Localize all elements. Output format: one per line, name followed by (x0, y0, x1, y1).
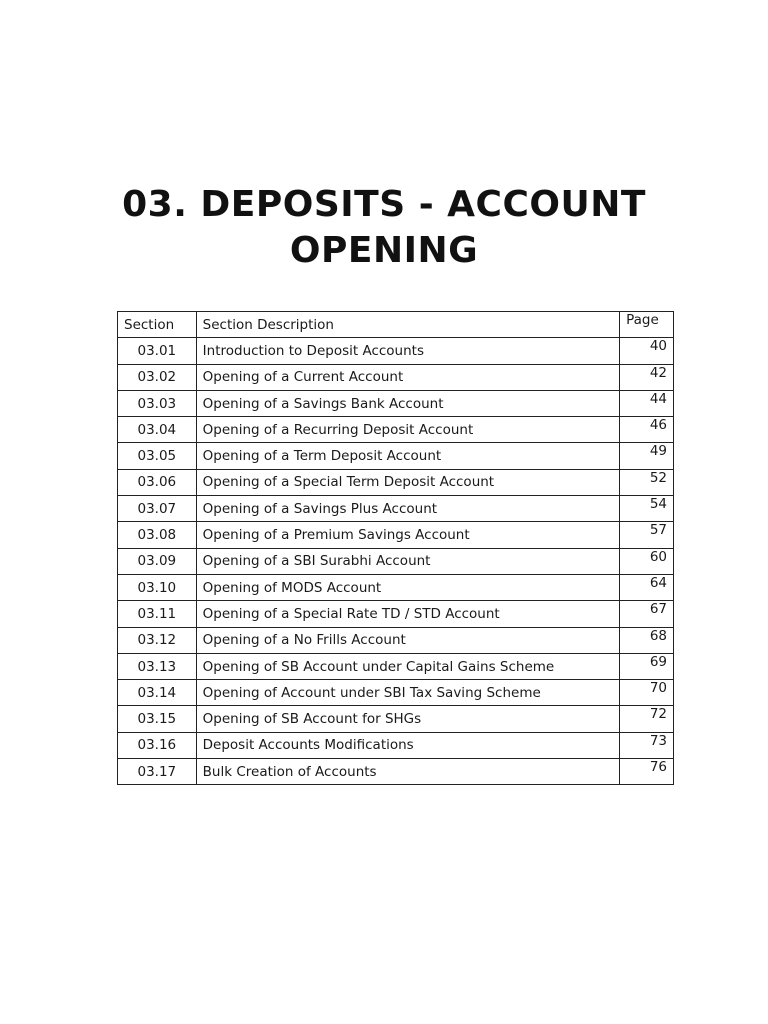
table-row (118, 469, 674, 495)
section-number: 03.07 (118, 496, 197, 522)
section-description: Opening of Account under SBI Tax Saving Scheme (196, 680, 619, 706)
table-header-row (118, 312, 674, 338)
page-number: 73 (620, 732, 674, 758)
table-row (118, 680, 674, 706)
page-number: 70 (620, 680, 674, 706)
section-description: Opening of MODS Account (196, 574, 619, 600)
table-row (118, 601, 674, 627)
page-number: 76 (620, 759, 674, 785)
section-description: Opening of a Savings Bank Account (196, 390, 619, 416)
page-number: 49 (620, 443, 674, 469)
section-description: Opening of a Savings Plus Account (196, 496, 619, 522)
section-description: Opening of a SBI Surabhi Account (196, 548, 619, 574)
section-number: 03.04 (118, 417, 197, 443)
table-row (118, 732, 674, 758)
section-description: Opening of a Special Term Deposit Account (196, 469, 619, 495)
table-row (118, 574, 674, 600)
page-number: 69 (620, 653, 674, 679)
page-number: 60 (620, 548, 674, 574)
section-number: 03.12 (118, 627, 197, 653)
page-number: 46 (620, 417, 674, 443)
contents-table (117, 311, 674, 785)
header-page: Page (620, 312, 674, 338)
table-row (118, 522, 674, 548)
section-number: 03.17 (118, 759, 197, 785)
table-row (118, 496, 674, 522)
table-row (118, 338, 674, 364)
section-description: Opening of a Term Deposit Account (196, 443, 619, 469)
title-line-2: OPENING (289, 230, 479, 272)
section-description: Opening of a Recurring Deposit Account (196, 417, 619, 443)
table-row (118, 548, 674, 574)
header-section: Section (118, 312, 197, 338)
section-description: Opening of SB Account for SHGs (196, 706, 619, 732)
table-row (118, 417, 674, 443)
section-description: Deposit Accounts Modifications (196, 732, 619, 758)
section-description: Introduction to Deposit Accounts (196, 338, 619, 364)
section-description: Opening of a No Frills Account (196, 627, 619, 653)
section-number: 03.05 (118, 443, 197, 469)
section-number: 03.03 (118, 390, 197, 416)
section-number: 03.15 (118, 706, 197, 732)
section-number: 03.02 (118, 364, 197, 390)
section-number: 03.06 (118, 469, 197, 495)
section-number: 03.11 (118, 601, 197, 627)
table-row (118, 364, 674, 390)
table-row (118, 390, 674, 416)
table-body (118, 338, 674, 785)
page-number: 42 (620, 364, 674, 390)
page-title (0, 182, 768, 274)
section-number: 03.10 (118, 574, 197, 600)
section-description: Opening of a Special Rate TD / STD Account (196, 601, 619, 627)
page-number: 52 (620, 469, 674, 495)
table-row (118, 653, 674, 679)
section-description: Opening of a Premium Savings Account (196, 522, 619, 548)
header-section-description: Section Description (196, 312, 619, 338)
page-number: 57 (620, 522, 674, 548)
page-number: 72 (620, 706, 674, 732)
page-number: 40 (620, 338, 674, 364)
page-number: 67 (620, 601, 674, 627)
section-description: Bulk Creation of Accounts (196, 759, 619, 785)
title-line-1: 03. DEPOSITS - ACCOUNT (122, 184, 646, 226)
section-number: 03.14 (118, 680, 197, 706)
table-row (118, 443, 674, 469)
section-number: 03.09 (118, 548, 197, 574)
section-description: Opening of a Current Account (196, 364, 619, 390)
page-number: 68 (620, 627, 674, 653)
table-row (118, 706, 674, 732)
section-number: 03.13 (118, 653, 197, 679)
section-description: Opening of SB Account under Capital Gains Scheme (196, 653, 619, 679)
table-row (118, 627, 674, 653)
page-number: 64 (620, 574, 674, 600)
page-number: 44 (620, 390, 674, 416)
section-number: 03.16 (118, 732, 197, 758)
table-row (118, 759, 674, 785)
section-number: 03.01 (118, 338, 197, 364)
section-number: 03.08 (118, 522, 197, 548)
page-number: 54 (620, 496, 674, 522)
